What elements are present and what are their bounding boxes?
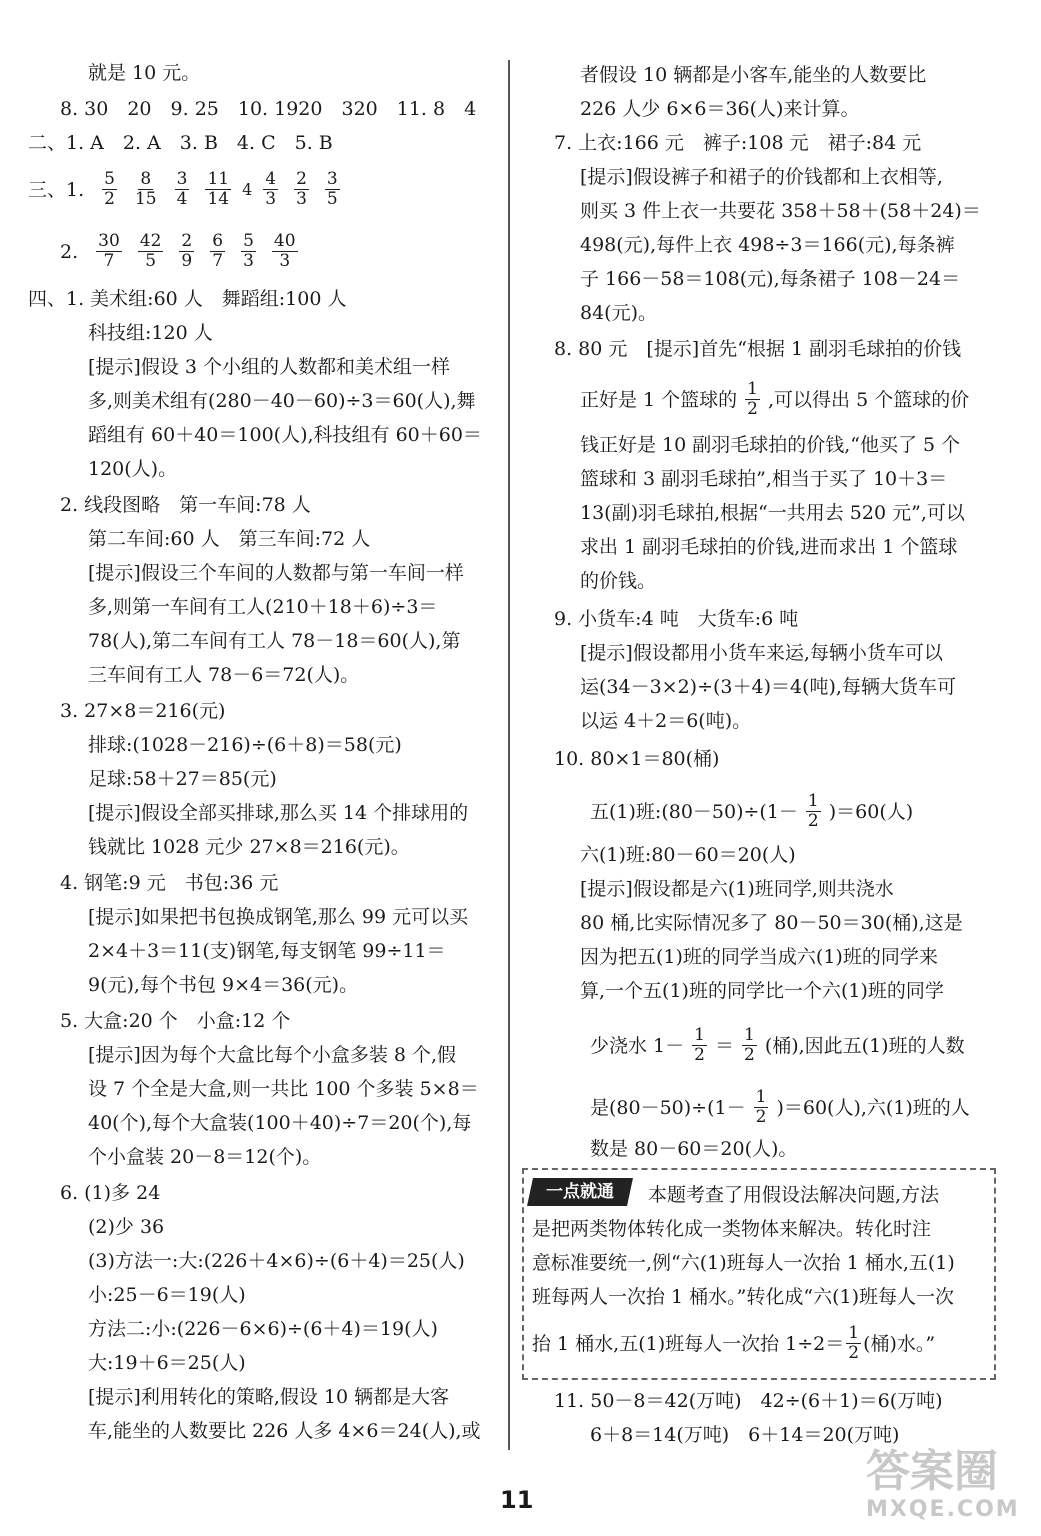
fraction [263, 170, 278, 209]
fraction [138, 232, 164, 271]
denominator: 9 [181, 251, 193, 271]
watermark-bottom: MXQE.COM [866, 1497, 1020, 1522]
text-line: [提示]假设全部买排球,那么买 14 个排球用的 [88, 802, 469, 824]
text-line: 498(元),每件上衣 498÷3＝166(元),每条裤 [580, 234, 955, 256]
denominator: 7 [212, 251, 224, 271]
column-divider [508, 60, 510, 1450]
text-line: 10. 80×1＝80(桶) [554, 748, 720, 770]
denominator: 7 [103, 251, 115, 271]
fraction [175, 170, 190, 209]
q11-line-1: 11. 50－8＝42(万吨) 42÷(6＋1)＝6(万吨) [554, 1390, 943, 1412]
denominator: 3 [243, 251, 254, 271]
text-line: 40(个),每个大盒装(100＋40)÷7＝20(个),每 [88, 1112, 472, 1134]
fraction [294, 170, 309, 209]
denominator: 14 [207, 189, 230, 209]
tip-box-last-line [532, 1324, 935, 1363]
text-line: 120(人)。 [88, 458, 178, 480]
text-line: 80 桶,比实际情况多了 80－50＝30(桶),这是 [580, 912, 963, 934]
text-line: 六(1)班:80－60＝20(人) [580, 844, 796, 866]
section-3-q2 [60, 232, 306, 271]
denominator: 3 [296, 189, 307, 209]
text-line: 四、1. 美术组:60 人 舞蹈组:100 人 [28, 288, 347, 310]
text-line: 4. 钢笔:9 元 书包:36 元 [60, 872, 279, 894]
denominator: 2 [747, 399, 758, 419]
fraction [742, 1026, 757, 1065]
watermark-top: 答案圈 [866, 1446, 998, 1497]
denominator: 4 [176, 189, 188, 209]
text-span: )＝60(人),六(1)班的人 [776, 1096, 970, 1119]
fraction-list [88, 232, 305, 271]
fraction [325, 170, 340, 209]
text-line: 则买 3 件上衣一共要花 358＋58＋(58＋24)＝ [580, 200, 981, 222]
text-line: 就是 10 元。 [88, 62, 201, 84]
text-span: 少浇水 1－ [590, 1034, 685, 1057]
text-span: ＝ [714, 1034, 734, 1057]
numerator: 5 [243, 231, 254, 251]
answer-line-8-11: 8. 30 20 9. 25 10. 1920 320 11. 8 4 [60, 98, 477, 120]
numerator: 1 [807, 791, 819, 811]
fraction [806, 792, 821, 831]
numerator: 30 [98, 231, 120, 251]
page-number: 11 [500, 1486, 534, 1514]
denominator: 2 [104, 189, 115, 209]
text-line: 2. 线段图略 第一车间:78 人 [60, 494, 311, 516]
q8-fraction-line [580, 380, 969, 419]
text-line: 3. 27×8＝216(元) [60, 700, 226, 722]
text-line: 钱正好是 10 副羽毛球拍的价钱,“他买了 5 个 [580, 434, 961, 456]
whole-number: 4 [242, 179, 253, 199]
fraction [133, 170, 159, 209]
tip-box-label [527, 1178, 633, 1206]
text-line: 84(元)。 [580, 302, 658, 324]
numerator: 1 [747, 379, 758, 399]
text-line: 5. 大盒:20 个 小盒:12 个 [60, 1010, 291, 1032]
numerator: 3 [176, 169, 188, 189]
text-line: 运(34－3×2)÷(3＋4)＝4(吨),每辆大货车可 [580, 676, 956, 698]
section-3-q1 [28, 170, 348, 209]
text-line: 钱就比 1028 元少 27×8＝216(元)。 [88, 836, 410, 858]
q10-class5-line [590, 792, 913, 831]
numerator: 4 [265, 169, 277, 189]
text-line: 意标准要统一,例“六(1)班每人一次抬 1 桶水,五(1) [532, 1252, 955, 1274]
fraction [692, 1026, 707, 1065]
numerator: 42 [139, 231, 162, 251]
numerator: 1 [848, 1323, 860, 1343]
numerator: 40 [273, 231, 296, 251]
text-span: 是(80－50)÷(1－ [590, 1096, 746, 1119]
numerator: 3 [326, 169, 338, 189]
fraction [745, 380, 760, 419]
q10-less-water-line [590, 1026, 965, 1065]
denominator: 5 [326, 189, 338, 209]
text-line: 8. 80 元 [提示]首先“根据 1 副羽毛球拍的价钱 [554, 338, 962, 360]
text-line: (2)少 36 [88, 1216, 165, 1238]
denominator: 3 [279, 251, 291, 271]
text-line: [提示]因为每个大盒比每个小盒多装 8 个,假 [88, 1044, 457, 1066]
text-line: 13(副)羽毛球拍,根据“一共用去 520 元”,可以 [580, 502, 965, 524]
text-line: 的价钱。 [580, 570, 657, 592]
text-line: 本题考查了用假设法解决问题,方法 [648, 1184, 940, 1206]
text-line: 数是 80－60＝20(人)。 [590, 1138, 798, 1160]
watermark-logo [866, 1448, 1026, 1528]
denominator: 15 [134, 189, 157, 209]
numerator: 5 [104, 169, 115, 189]
text-line: 三车间有工人 78－6＝72(人)。 [88, 664, 360, 686]
text-span: )＝60(人) [828, 800, 914, 823]
text-span: 五(1)班:(80－50)÷(1－ [590, 800, 798, 823]
text-span: (桶)水。” [863, 1332, 936, 1355]
text-line: [提示]假设 3 个小组的人数都和美术组一样 [88, 356, 450, 378]
text-line: 第二车间:60 人 第三车间:72 人 [88, 528, 371, 550]
text-line: 小:25－6＝19(人) [88, 1284, 246, 1306]
fraction [241, 232, 256, 271]
text-line: 78(人),第二车间有工人 78－18＝60(人),第 [88, 630, 461, 652]
numerator: 11 [207, 169, 230, 189]
text-line: [提示]假设三个车间的人数都与第一车间一样 [88, 562, 464, 584]
text-line: 算,一个五(1)班的同学比一个六(1)班的同学 [580, 980, 944, 1002]
text-span: (桶),因此五(1)班的人数 [764, 1034, 965, 1057]
text-line: 者假设 10 辆都是小客车,能坐的人数要比 [580, 64, 927, 86]
text-line: [提示]假设都是六(1)班同学,则共浇水 [580, 878, 894, 900]
fraction [754, 1088, 769, 1127]
text-line: 大:19＋6＝25(人) [88, 1352, 246, 1374]
denominator: 2 [807, 811, 819, 831]
text-line: 设 7 个全是大盒,则一共比 100 个多装 5×8＝ [88, 1078, 479, 1100]
text-span: 正好是 1 个篮球的 [580, 388, 738, 411]
numerator: 1 [743, 1025, 755, 1045]
text-line: 6. (1)多 24 [60, 1182, 161, 1204]
text-line: [提示]利用转化的策略,假设 10 辆都是大客 [88, 1386, 450, 1408]
text-line: 方法二:小:(226－6×6)÷(6＋4)＝19(人) [88, 1318, 438, 1340]
text-line: 个小盒装 20－8＝12(个)。 [88, 1146, 322, 1168]
denominator: 2 [755, 1107, 767, 1127]
text-line: 因为把五(1)班的同学当成六(1)班的同学来 [580, 946, 938, 968]
denominator: 2 [743, 1045, 755, 1065]
text-line: 求出 1 副羽毛球拍的价钱,进而求出 1 个篮球 [580, 536, 958, 558]
q10-result-line [590, 1088, 970, 1127]
text-line: 以运 4＋2＝6(吨)。 [580, 710, 752, 732]
text-line: 9. 小货车:4 吨 大货车:6 吨 [554, 608, 799, 630]
q11-line-2: 6＋8＝14(万吨) 6＋14＝20(万吨) [590, 1424, 900, 1446]
tip-box-label-text: 一点就通 [546, 1182, 614, 1202]
text-line: 子 166－58＝108(元),每条裙子 108－24＝ [580, 268, 961, 290]
text-line: 科技组:120 人 [88, 322, 213, 344]
fraction [210, 232, 225, 271]
numerator: 1 [694, 1025, 705, 1045]
text-line: (3)方法一:大:(226＋4×6)÷(6＋4)＝25(人) [88, 1250, 465, 1272]
fraction [205, 170, 231, 209]
denominator: 2 [848, 1343, 860, 1363]
text-line: [提示]假设裤子和裙子的价钱都和上衣相等, [580, 166, 943, 188]
text-line: 9(元),每个书包 9×4＝36(元)。 [88, 974, 359, 996]
numerator: 8 [140, 169, 152, 189]
text-line: 排球:(1028－216)÷(6＋8)＝58(元) [88, 734, 402, 756]
fraction [846, 1324, 861, 1363]
text-line: 多,则美术组有(280－40－60)÷3＝60(人),舞 [88, 390, 476, 412]
text-line: [提示]假设都用小货车来运,每辆小货车可以 [580, 642, 943, 664]
denominator: 3 [265, 189, 277, 209]
section-2-answers: 二、1. A 2. A 3. B 4. C 5. B [28, 132, 333, 154]
fraction [96, 232, 122, 271]
question-number: 2. [60, 240, 79, 263]
numerator: 1 [755, 1087, 767, 1107]
text-line: 车,能坐的人数要比 226 人多 4×6＝24(人),或 [88, 1420, 481, 1442]
fraction [272, 232, 298, 271]
text-line: 蹈组有 60＋40＝100(人),科技组有 60＋60＝ [88, 424, 482, 446]
text-line: 班每两人一次抬 1 桶水。”转化成“六(1)班每人一次 [532, 1286, 955, 1308]
text-line: 篮球和 3 副羽毛球拍”,相当于买了 10＋3＝ [580, 468, 948, 490]
text-span: ,可以得出 5 个篮球的价 [768, 388, 970, 411]
numerator: 6 [212, 231, 224, 251]
fraction [179, 232, 194, 271]
denominator: 5 [145, 251, 157, 271]
text-line: 226 人少 6×6＝36(人)来计算。 [580, 98, 860, 120]
text-span: 抬 1 桶水,五(1)班每人一次抬 1÷2＝ [532, 1332, 845, 1355]
text-line: [提示]如果把书包换成钢笔,那么 99 元可以买 [88, 906, 469, 928]
fraction [102, 170, 117, 209]
numerator: 2 [181, 231, 193, 251]
text-line: 是把两类物体转化成一类物体来解决。转化时注 [532, 1218, 932, 1240]
text-line: 足球:58＋27＝85(元) [88, 768, 277, 790]
denominator: 2 [694, 1045, 705, 1065]
text-line: 2×4＋3＝11(支)钢笔,每支钢笔 99÷11＝ [88, 940, 446, 962]
fraction-list [94, 170, 348, 209]
text-line: 7. 上衣:166 元 裤子:108 元 裙子:84 元 [554, 132, 922, 154]
numerator: 2 [296, 169, 307, 189]
text-line: 多,则第一车间有工人(210＋18＋6)÷3＝ [88, 596, 438, 618]
question-number: 三、1. [28, 178, 85, 201]
